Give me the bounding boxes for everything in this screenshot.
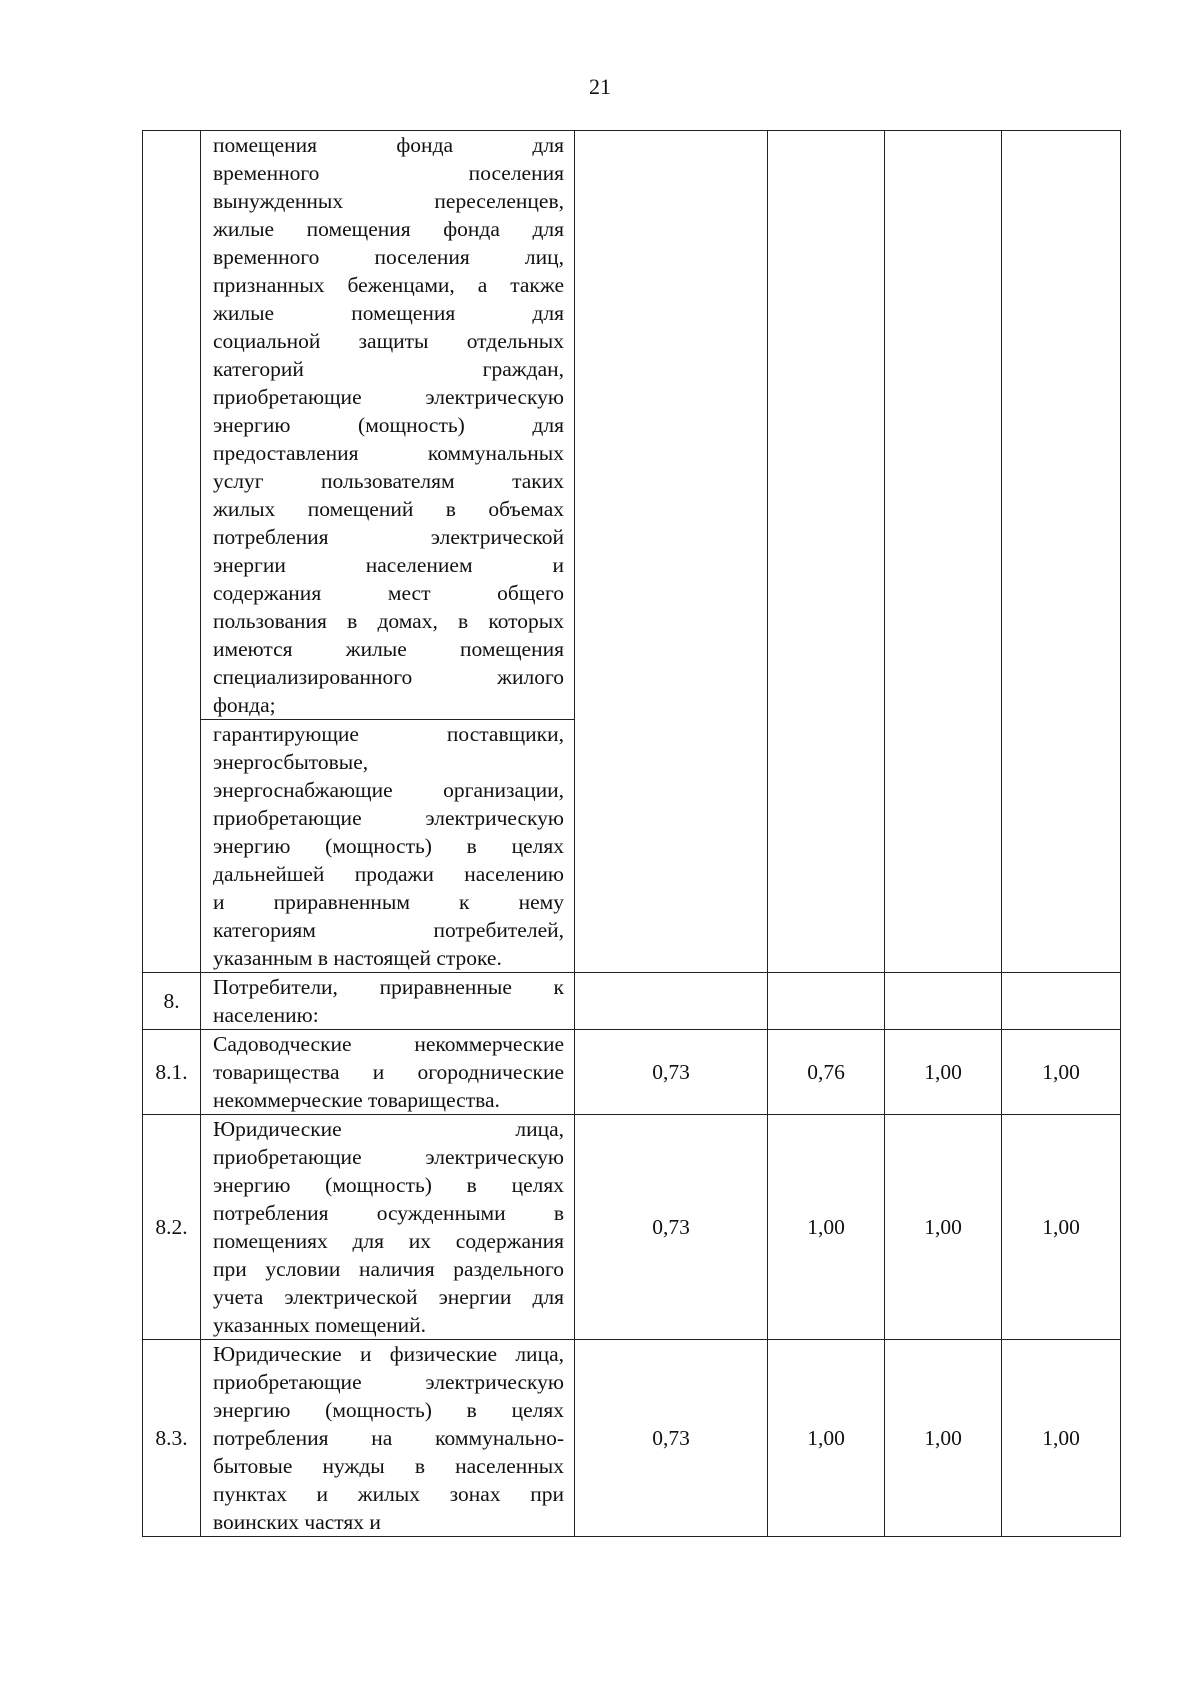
text-line: бытовые нужды в населенных xyxy=(213,1454,564,1478)
text-line: гарантирующие поставщики, xyxy=(213,722,564,746)
text-line: и приравненным к нему xyxy=(213,890,564,914)
text-line: специализированного жилого xyxy=(213,665,564,689)
text-line: потребления электрической xyxy=(213,525,564,549)
text-line: имеются жилые помещения xyxy=(213,637,564,661)
continuation-row xyxy=(143,131,1121,720)
value-cell xyxy=(768,973,885,1030)
value-cell: 1,00 xyxy=(1002,1030,1121,1115)
value-cell xyxy=(575,131,768,973)
text-line: потребления на коммунально- xyxy=(213,1426,564,1450)
text-line: жилые помещения фонда для xyxy=(213,217,564,241)
text-line: временного поселения xyxy=(213,161,564,185)
text-line: Юридические лица, xyxy=(213,1117,564,1141)
text-line: Садоводческие некоммерческие xyxy=(213,1032,564,1056)
text-line: помещения фонда для xyxy=(213,133,564,157)
row-description xyxy=(201,973,575,1030)
value-cell xyxy=(1002,973,1121,1030)
row-number: 8.1. xyxy=(143,1030,201,1115)
value-cell: 0,76 xyxy=(768,1030,885,1115)
text-line: жилых помещений в объемах xyxy=(213,497,564,521)
value-cell: 0,73 xyxy=(575,1030,768,1115)
value-cell xyxy=(885,131,1002,973)
continuation-text-part-2 xyxy=(201,720,575,973)
value-cell: 1,00 xyxy=(885,1340,1002,1537)
text-line: энергоснабжающие организации, xyxy=(213,778,564,802)
value-cell xyxy=(768,131,885,973)
text-line: временного поселения лиц, xyxy=(213,245,564,269)
text-line: помещениях для их содержания xyxy=(213,1229,564,1253)
text-line: категориям потребителей, xyxy=(213,918,564,942)
page-number: 21 xyxy=(589,74,611,99)
text-line: населению: xyxy=(213,1003,319,1027)
value-cell: 1,00 xyxy=(1002,1340,1121,1537)
text-line: Потребители, приравненные к xyxy=(213,975,564,999)
table-row xyxy=(143,1115,1121,1340)
value-cell xyxy=(1002,131,1121,973)
text-line: пользования в домах, в которых xyxy=(213,609,564,633)
text-line: приобретающие электрическую xyxy=(213,1370,564,1394)
value-cell: 1,00 xyxy=(885,1115,1002,1340)
table-row xyxy=(143,1340,1121,1537)
text-line: энергосбытовые, xyxy=(213,750,369,774)
text-line: энергию (мощность) в целях xyxy=(213,1398,564,1422)
text-line: товарищества и огороднические xyxy=(213,1060,564,1084)
text-line: предоставления коммунальных xyxy=(213,441,564,465)
row-number: 8.3. xyxy=(143,1340,201,1537)
text-line: дальнейшей продажи населению xyxy=(213,862,564,886)
value-cell: 1,00 xyxy=(768,1340,885,1537)
text-line: потребления осужденными в xyxy=(213,1201,564,1225)
tariff-table xyxy=(142,130,1121,1537)
value-cell: 0,73 xyxy=(575,1340,768,1537)
value-cell: 1,00 xyxy=(885,1030,1002,1115)
value-cell: 1,00 xyxy=(768,1115,885,1340)
table-row xyxy=(143,1030,1121,1115)
table-row xyxy=(143,973,1121,1030)
row-description xyxy=(201,1340,575,1537)
row-number-cell xyxy=(143,131,201,973)
text-line: услуг пользователям таких xyxy=(213,469,564,493)
text-line: категорий граждан, xyxy=(213,357,564,381)
text-line: Юридические и физические лица, xyxy=(213,1342,564,1366)
row-description xyxy=(201,1115,575,1340)
text-line: некоммерческие товарищества. xyxy=(213,1088,500,1112)
value-cell xyxy=(885,973,1002,1030)
text-line: воинских частях и xyxy=(213,1510,381,1534)
text-line: фонда; xyxy=(213,693,276,717)
text-line: указанных помещений. xyxy=(213,1313,427,1337)
text-line: приобретающие электрическую xyxy=(213,806,564,830)
text-line: указанным в настоящей строке. xyxy=(213,946,502,970)
text-line: энергию (мощность) для xyxy=(213,413,564,437)
text-line: учета электрической энергии для xyxy=(213,1285,564,1309)
row-number: 8.2. xyxy=(143,1115,201,1340)
value-cell xyxy=(575,973,768,1030)
continuation-text-part-1 xyxy=(201,131,575,720)
text-line: приобретающие электрическую xyxy=(213,385,564,409)
text-line: энергию (мощность) в целях xyxy=(213,1173,564,1197)
value-cell: 1,00 xyxy=(1002,1115,1121,1340)
text-line: энергию (мощность) в целях xyxy=(213,834,564,858)
row-number: 8. xyxy=(143,973,201,1030)
text-line: признанных беженцами, а также xyxy=(213,273,564,297)
text-line: вынужденных переселенцев, xyxy=(213,189,564,213)
row-description xyxy=(201,1030,575,1115)
text-line: социальной защиты отдельных xyxy=(213,329,564,353)
text-line: пунктах и жилых зонах при xyxy=(213,1482,564,1506)
text-line: энергии населением и xyxy=(213,553,564,577)
value-cell: 0,73 xyxy=(575,1115,768,1340)
text-line: при условии наличия раздельного xyxy=(213,1257,564,1281)
text-line: жилые помещения для xyxy=(213,301,564,325)
text-line: приобретающие электрическую xyxy=(213,1145,564,1169)
text-line: содержания мест общего xyxy=(213,581,564,605)
